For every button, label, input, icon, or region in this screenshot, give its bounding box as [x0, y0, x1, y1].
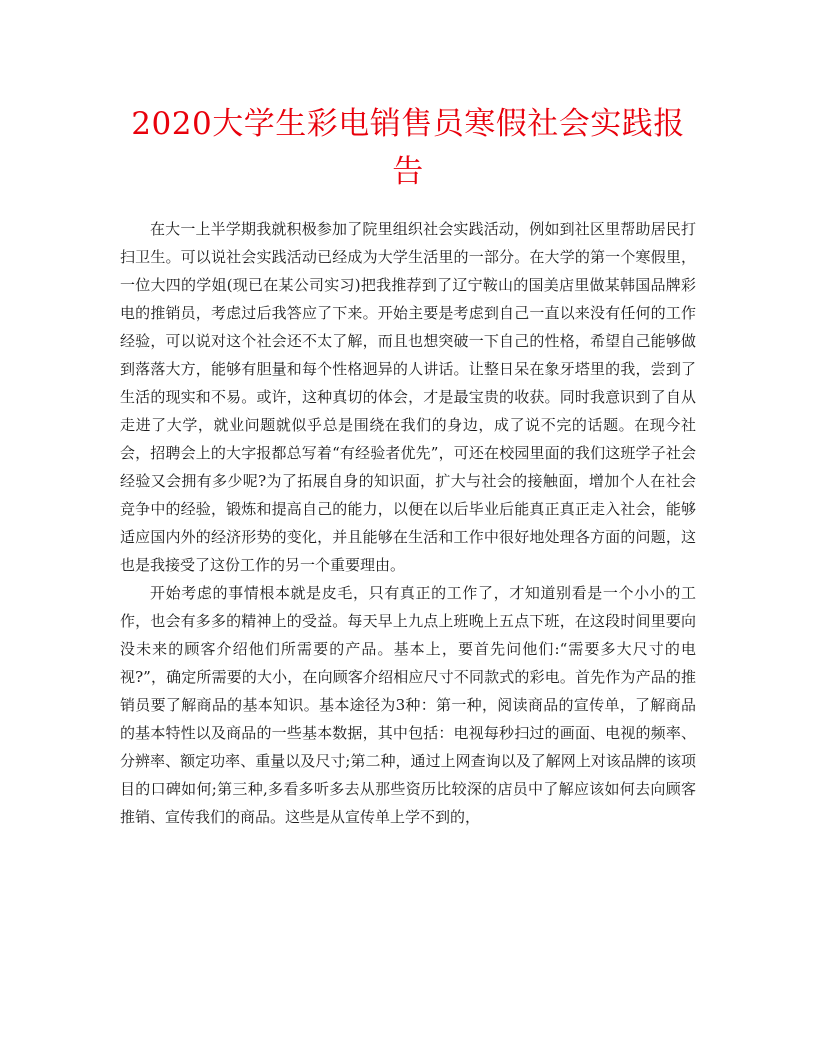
paragraph-1: 在大一上半学期我就积极参加了院里组织社会实践活动，例如到社区里帮助居民打扫卫生。可以说社会实践活动已经成为大学生活里的一部分。在大学的第一个寒假里，一位大四的学姐(现已在某公司实习)把我推荐到了辽宁鞍山的国美店里做某韩国品牌彩电的推销员，考虑过后我答应了下来。开始主要是考虑到自己一直以来没有任何的工作经验，可以说对这个社会还不太了解，而且也想突破一下自己的性格，希望自己能够做到落落大方，能够有胆量和每个性格迥异的人讲话。让整日呆在象牙塔里的我，尝到了生活的现实和不易。或许，这种真切的体会，才是最宝贵的收获。同时我意识到了自从走进了大学，就业问题就似乎总是围绕在我们的身边，成了说不完的话题。在现今社会，招聘会上的大字报都总写着“有经验者优先”，可还在校园里面的我们这班学子社会经验又会拥有多少呢?为了拓展自身的知识面，扩大与社会的接触面，增加个人在社会竞争中的经验，锻炼和提高自己的能力，以便在以后毕业后能真正真正走入社会，能够适应国内外的经济形势的变化，并且能够在生活和工作中很好地处理各方面的问题，这也是我接受了这份工作的另一个重要理由。 [120, 220, 696, 574]
document-body [120, 215, 696, 831]
document-title: 2020大学生彩电销售员寒假社会实践报告 [131, 106, 685, 190]
paragraph-2: 开始考虑的事情根本就是皮毛，只有真正的工作了，才知道别看是一个小小的工作，也会有多多的精神上的受益。每天早上九点上班晚上五点下班，在这段时间里要向没未来的顾客介绍他们所需要的产品。基本上，要首先问他们:“需要多大尺寸的电视?”，确定所需要的大小，在向顾客介绍相应尺寸不同款式的彩电。首先作为产品的推销员要了解商品的基本知识。基本途径为3种：第一种，阅读商品的宣传单，了解商品的基本特性以及商品的一些基本数据，其中包括：电视每秒扫过的画面、电视的频率、分辨率、额定功率、重量以及尺寸;第二种，通过上网查询以及了解网上对该品牌的该项目的口碑如何;第三种,多看多听多去从那些资历比较深的店员中了解应该如何去向顾客推销、宣传我们的商品。这些是从宣传单上学不到的， [120, 584, 696, 826]
